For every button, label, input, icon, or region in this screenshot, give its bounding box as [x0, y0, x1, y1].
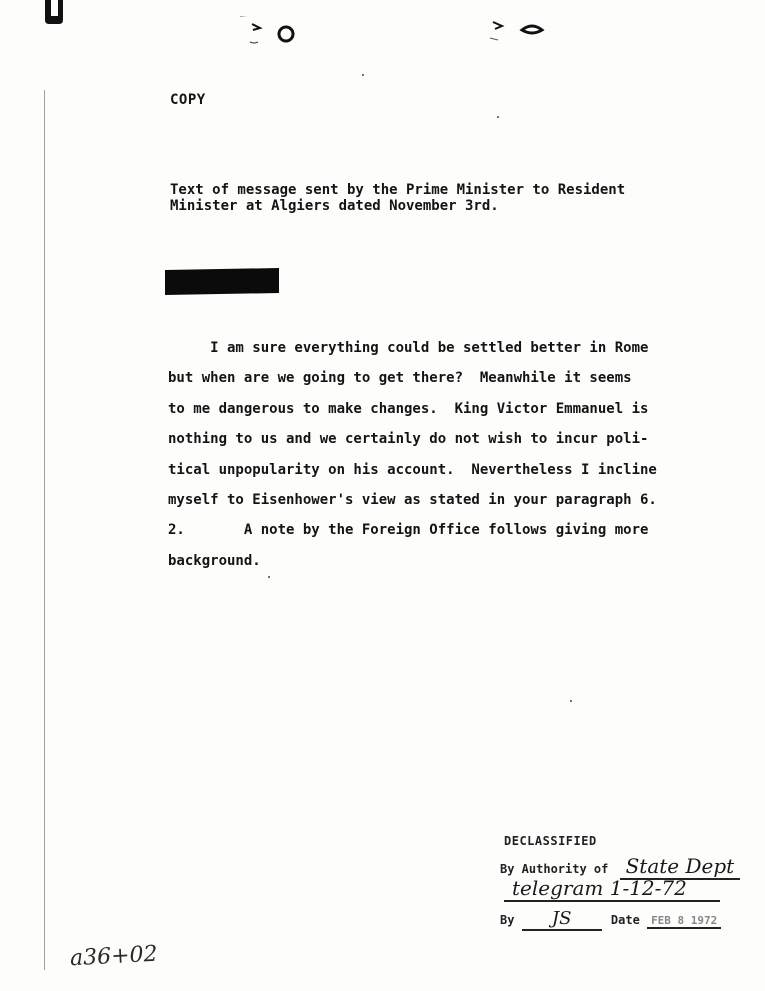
stamp-authority-label: By Authority of [500, 862, 609, 876]
body-line: to me dangerous to make changes. King Victor Emmanuel is [168, 400, 649, 417]
punch-hole-marks [240, 16, 560, 48]
binder-clip-mark [43, 0, 65, 24]
speck [497, 116, 499, 118]
body-line: nothing to us and we certainly do not wish to incur poli- [168, 431, 649, 448]
message-body [168, 333, 708, 576]
stamp-declassified: DECLASSIFIED [504, 834, 597, 848]
stamp-by-label: By [500, 913, 515, 927]
body-line: tical unpopularity on his account. Nevertheless I incline [168, 461, 657, 478]
scan-edge-line [44, 90, 45, 970]
stamp-date-value: FEB 8 1972 [647, 914, 721, 929]
body-line: but when are we going to get there? Meanwhile it seems [168, 370, 632, 387]
redaction-block [165, 268, 279, 295]
copy-label: COPY [170, 92, 206, 108]
stamp-authority-value: State Dept [620, 854, 741, 880]
declassification-stamp [500, 832, 740, 942]
body-line: background. [168, 552, 261, 569]
speck [570, 700, 572, 702]
speck [362, 74, 364, 76]
stamp-by-row [500, 908, 721, 931]
stamp-date-label: Date [610, 913, 640, 927]
speck [268, 576, 270, 578]
body-line: myself to Eisenhower's view as stated in your paragraph 6. [168, 492, 657, 509]
stamp-telegram-row [504, 876, 720, 902]
stamp-by-value: JS [522, 908, 602, 931]
message-heading: Text of message sent by the Prime Minister to Resident Minister at Algiers dated November 3rd. [170, 182, 626, 214]
body-line: I am sure everything could be settled better in Rome [168, 340, 649, 356]
body-line: 2. A note by the Foreign Office follows giving more [168, 522, 649, 539]
stamp-telegram-value: telegram 1-12-72 [504, 876, 720, 902]
handwritten-margin-note: a36+02 [69, 941, 159, 972]
